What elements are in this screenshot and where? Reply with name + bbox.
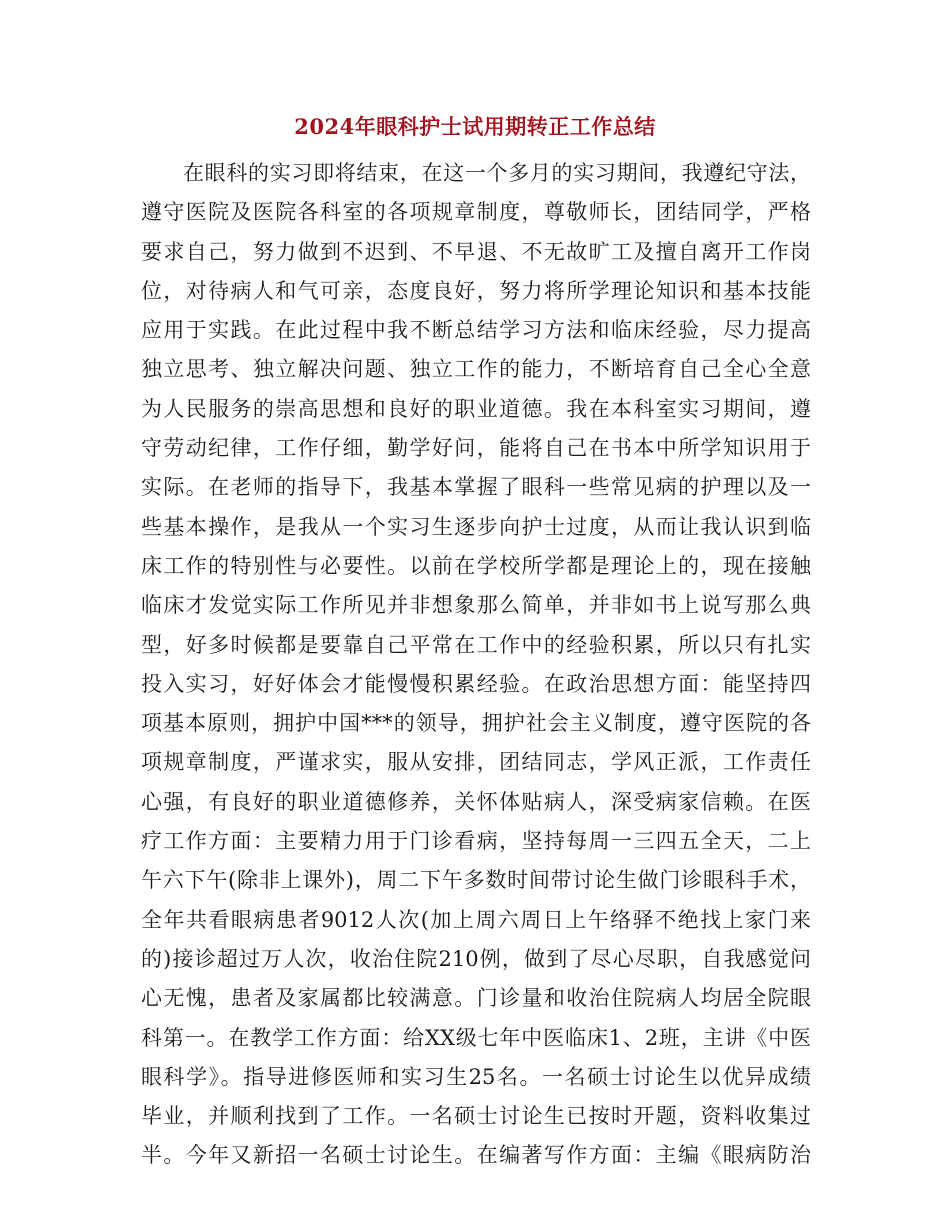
body-line: 毕业，并顺利找到了工作。一名硕士讨论生已按时开题，资料收集过: [141, 1104, 811, 1129]
body-line: 位，对待病人和气可亲，态度良好，努力将所学理论知识和基本技能: [141, 278, 811, 303]
body-line: 要求自己，努力做到不迟到、不早退、不无故旷工及擅自离开工作岗: [141, 239, 811, 264]
body-line: 心强，有良好的职业道德修养，关怀体贴病人，深受病家信赖。在医: [141, 789, 811, 814]
body-line: 科第一。在教学工作方面：给XX级七年中医临床1、2班，主讲《中医: [141, 1025, 811, 1050]
body-line: 心无愧，患者及家属都比较满意。门诊量和收治住院病人均居全院眼: [141, 986, 811, 1011]
body-line: 在眼科的实习即将结束，在这一个多月的实习期间，我遵纪守法，: [183, 161, 811, 185]
body-line: 疗工作方面：主要精力用于门诊看病，坚持每周一三四五全天，二上: [141, 829, 811, 854]
body-line: 半。今年又新招一名硕士讨论生。在编著写作方面：主编《眼病防治: [141, 1143, 811, 1168]
body-line: 独立思考、独立解决问题、独立工作的能力，不断培育自己全心全意: [141, 357, 811, 382]
body-line: 应用于实践。在此过程中我不断总结学习方法和临床经验，尽力提高: [141, 318, 811, 343]
body-line: 床工作的特别性与必要性。以前在学校所学都是理论上的，现在接触: [141, 553, 811, 578]
body-line: 遵守医院及医院各科室的各项规章制度，尊敬师长，团结同学，严格: [141, 200, 811, 225]
body-line: 些基本操作，是我从一个实习生逐步向护士过度，从而让我认识到临: [141, 514, 811, 539]
document-title: 2024年眼科护士试用期转正工作总结: [294, 114, 656, 139]
body-line: 全年共看眼病患者9012人次(加上周六周日上午络驿不绝找上家门来: [141, 907, 811, 932]
body-line: 项规章制度，严谨求实，服从安排，团结同志，学风正派，工作责任: [141, 750, 811, 775]
body-line: 型，好多时候都是要靠自己平常在工作中的经验积累，所以只有扎实: [141, 632, 811, 657]
body-line: 为人民服务的崇高思想和良好的职业道德。我在本科室实习期间，遵: [141, 396, 811, 421]
document-body: [141, 154, 811, 1176]
body-line: 临床才发觉实际工作所见并非想象那么简单，并非如书上说写那么典: [141, 593, 811, 618]
body-line: 午六下午(除非上课外)，周二下午多数时间带讨论生做门诊眼科手术，: [141, 868, 811, 893]
body-line: 实际。在老师的指导下，我基本掌握了眼科一些常见病的护理以及一: [141, 475, 811, 500]
body-line: 眼科学》。指导进修医师和实习生25名。一名硕士讨论生以优异成绩: [141, 1064, 811, 1089]
body-line: 项基本原则，拥护中国***的领导，拥护社会主义制度，遵守医院的各: [141, 711, 811, 736]
body-line: 投入实习，好好体会才能慢慢积累经验。在政治思想方面：能坚持四: [141, 671, 811, 696]
body-line: 的)接诊超过万人次，收治住院210例，做到了尽心尽职，自我感觉问: [141, 946, 811, 971]
body-line: 守劳动纪律，工作仔细，勤学好问，能将自己在书本中所学知识用于: [141, 436, 811, 461]
